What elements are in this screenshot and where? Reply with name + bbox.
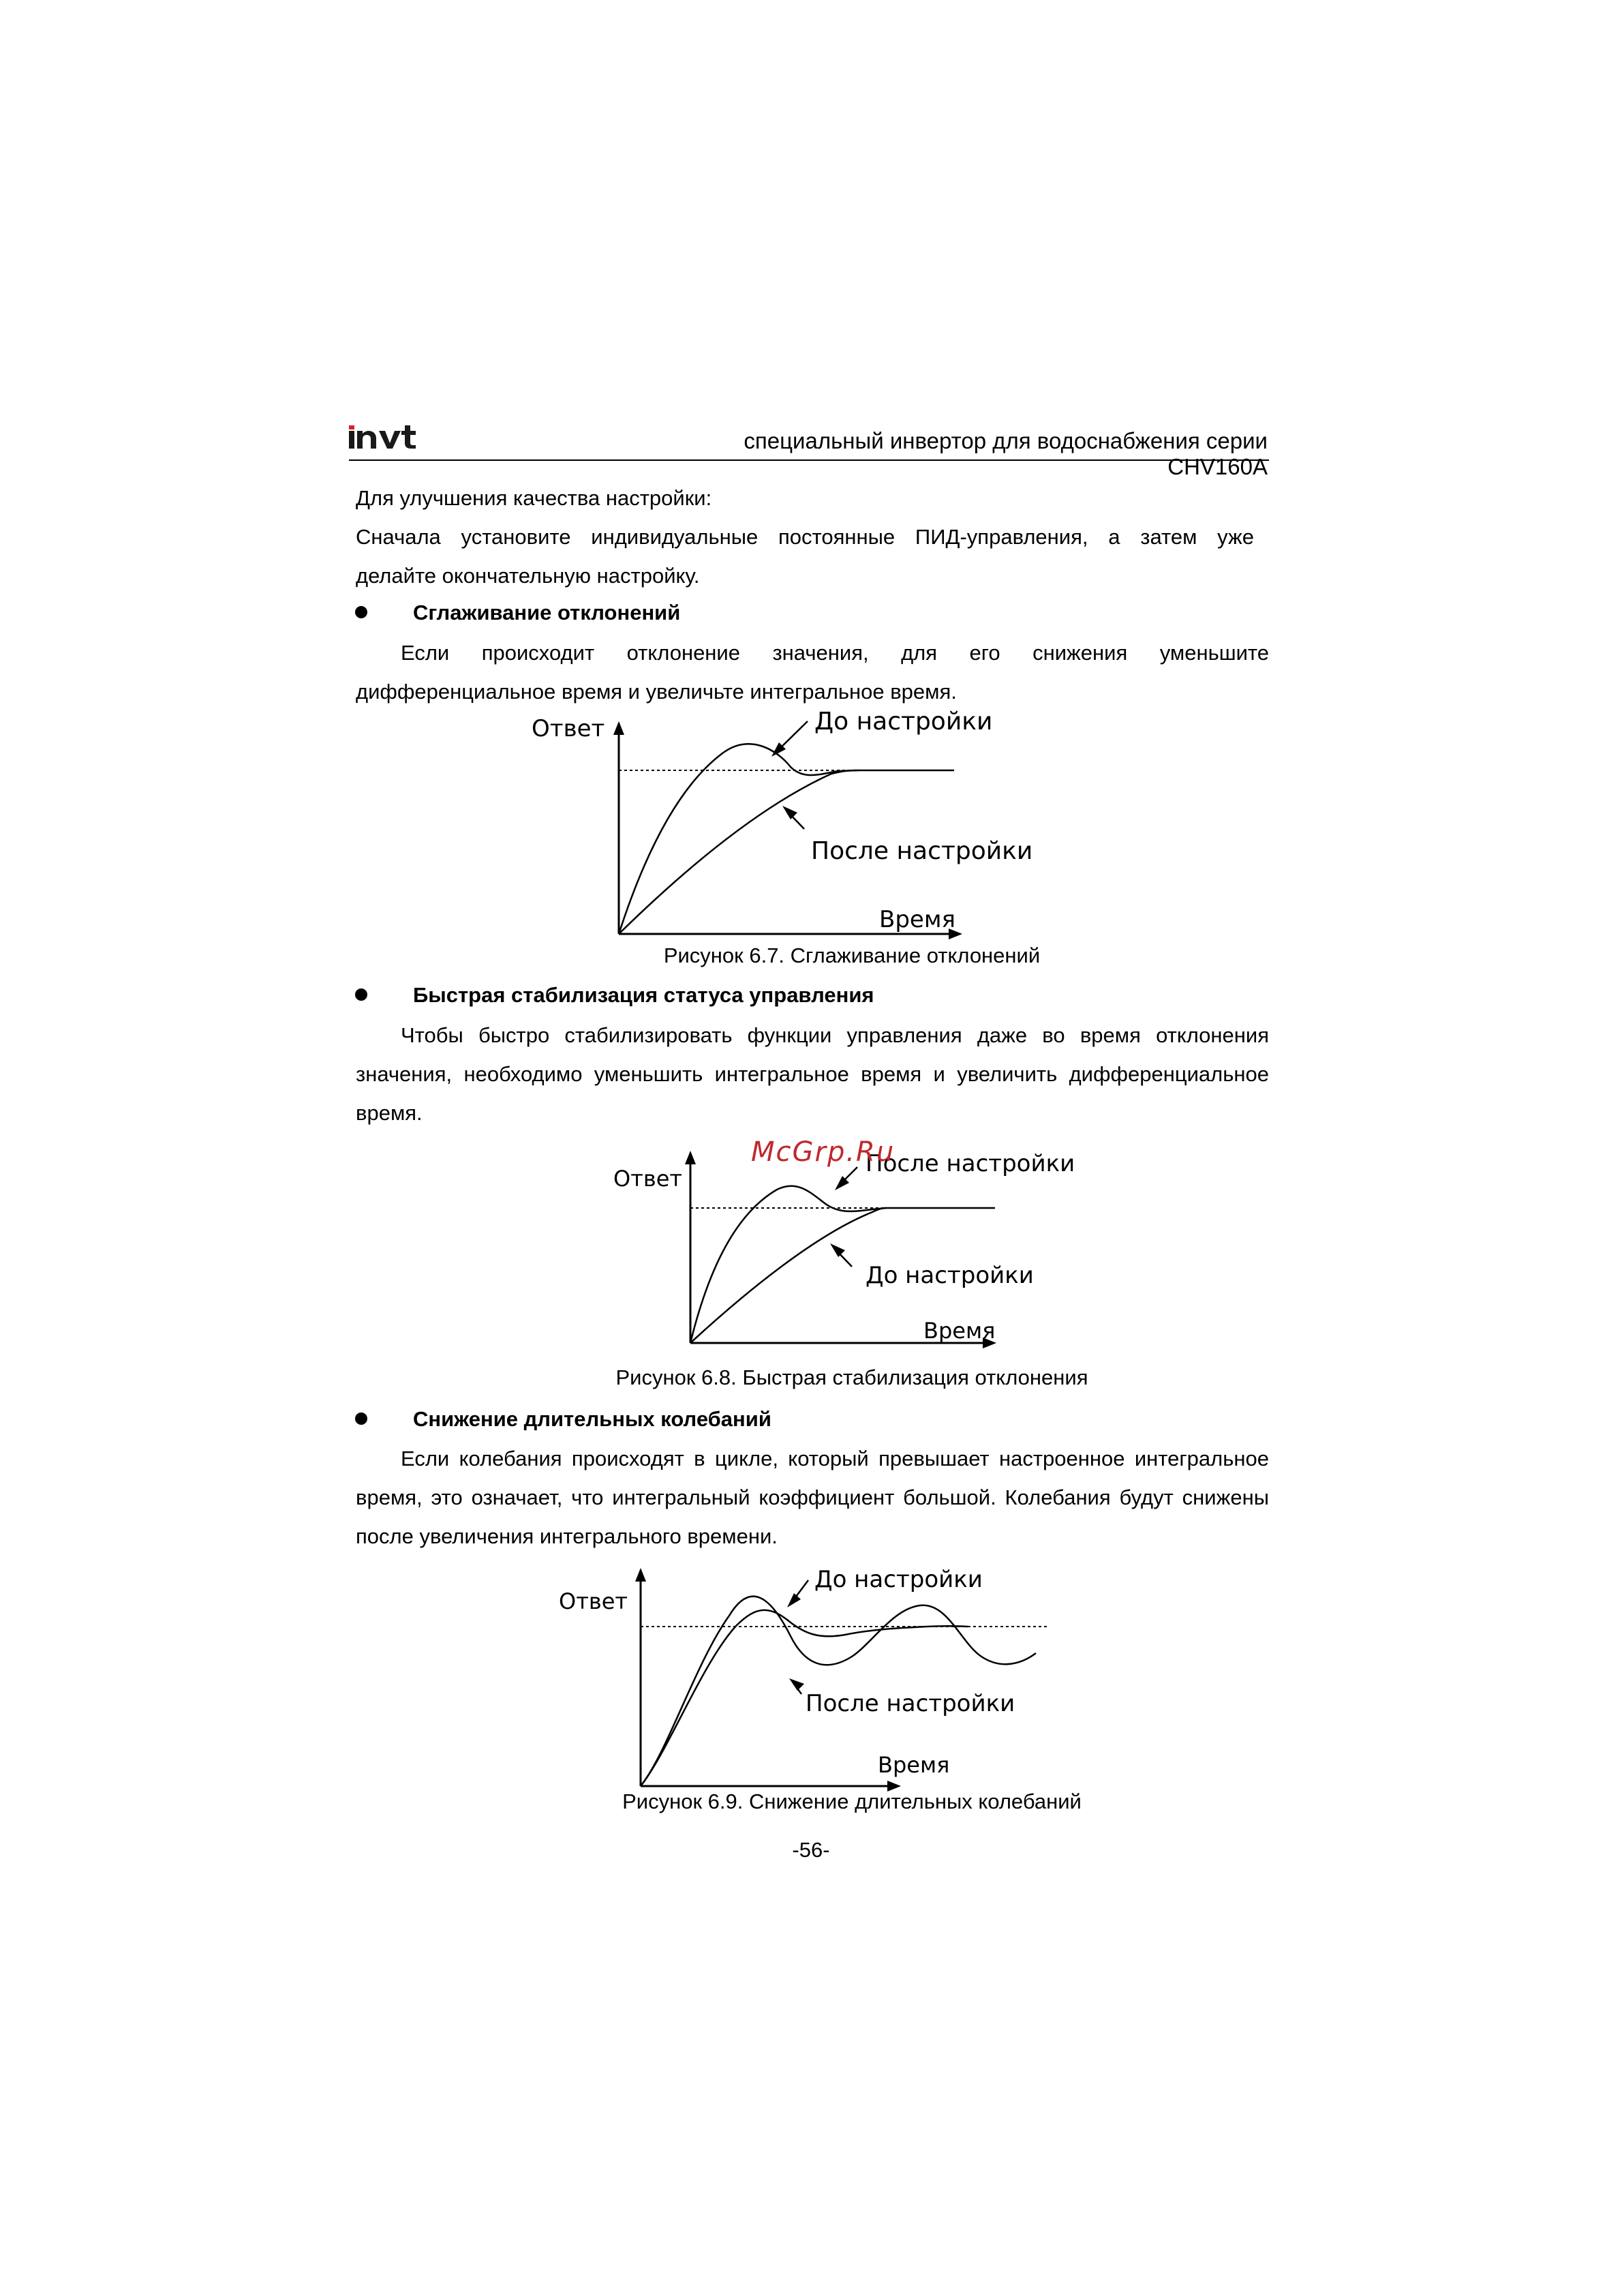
invt-logo: [349, 421, 423, 451]
figure-6-8-x-label: Время: [923, 1318, 996, 1344]
figure-6-9-label-top: До настройки: [814, 1566, 983, 1593]
figure-6-7-caption: Рисунок 6.7. Сглаживание отклонений: [663, 943, 1041, 967]
section-1-body-line-2: дифференциальное время и увеличьте интегральное время.: [356, 680, 957, 704]
figure-6-7-label-top: До настройки: [814, 708, 993, 736]
figure-6-7-label-bottom: После настройки: [811, 837, 1033, 865]
figure-6-8-label-top: После настройки: [866, 1150, 1075, 1177]
intro-line-2: Сначала установите индивидуальные постоянные ПИД-управления, а затем уже: [356, 525, 1254, 549]
watermark: McGrp.Ru: [751, 1136, 896, 1168]
figure-6-9-label-bottom: После настройки: [806, 1690, 1015, 1717]
figure-6-7-x-label: Время: [879, 906, 955, 933]
section-2-title: Быстрая стабилизация статуса управления: [413, 983, 874, 1007]
bullet-icon: [355, 1413, 367, 1425]
figure-6-8-caption: Рисунок 6.8. Быстрая стабилизация отклонения: [615, 1365, 1088, 1389]
section-3-title: Снижение длительных колебаний: [413, 1407, 771, 1431]
figure-6-9-caption: Рисунок 6.9. Снижение длительных колебаний: [622, 1789, 1082, 1813]
intro-line-3: делайте окончательную настройку.: [356, 564, 700, 588]
section-1-title: Сглаживание отклонений: [413, 601, 681, 624]
bullet-icon: [355, 606, 367, 618]
figure-6-8-label-bottom: До настройки: [866, 1262, 1034, 1289]
section-1-body-line-1: Если происходит отклонение значения, для его снижения уменьшите: [401, 641, 1269, 665]
header-title: специальный инвертор для водоснабжения серии CHV160A: [744, 428, 1268, 479]
figure-6-9: [559, 1561, 1077, 1796]
intro-line-1: Для улучшения качества настройки:: [356, 486, 712, 510]
header-divider: [349, 459, 1269, 461]
figure-6-9-x-label: Время: [878, 1752, 950, 1778]
section-2-body-line-1: Чтобы быстро стабилизировать функции управления даже во время отклонения: [401, 1023, 1269, 1047]
figure-6-7: [518, 709, 1063, 944]
bullet-icon: [355, 988, 367, 1001]
section-3-body-line-1: Если колебания происходят в цикле, который превышает настроенное интегральное: [401, 1447, 1269, 1470]
figure-6-8-y-label: Ответ: [613, 1166, 683, 1192]
figure-6-9-y-label: Ответ: [559, 1588, 628, 1614]
page-number: -56-: [792, 1838, 830, 1862]
figure-6-7-y-label: Ответ: [532, 715, 605, 742]
section-3-body-line-2: время, это означает, что интегральный коэффициент большой. Колебания будут снижены: [356, 1485, 1269, 1509]
section-3-body-line-3: после увеличения интегрального времени.: [356, 1524, 778, 1548]
section-2-body-line-2: значения, необходимо уменьшить интегральное время и увеличить дифференциальное: [356, 1062, 1269, 1086]
section-2-body-line-3: время.: [356, 1101, 423, 1125]
